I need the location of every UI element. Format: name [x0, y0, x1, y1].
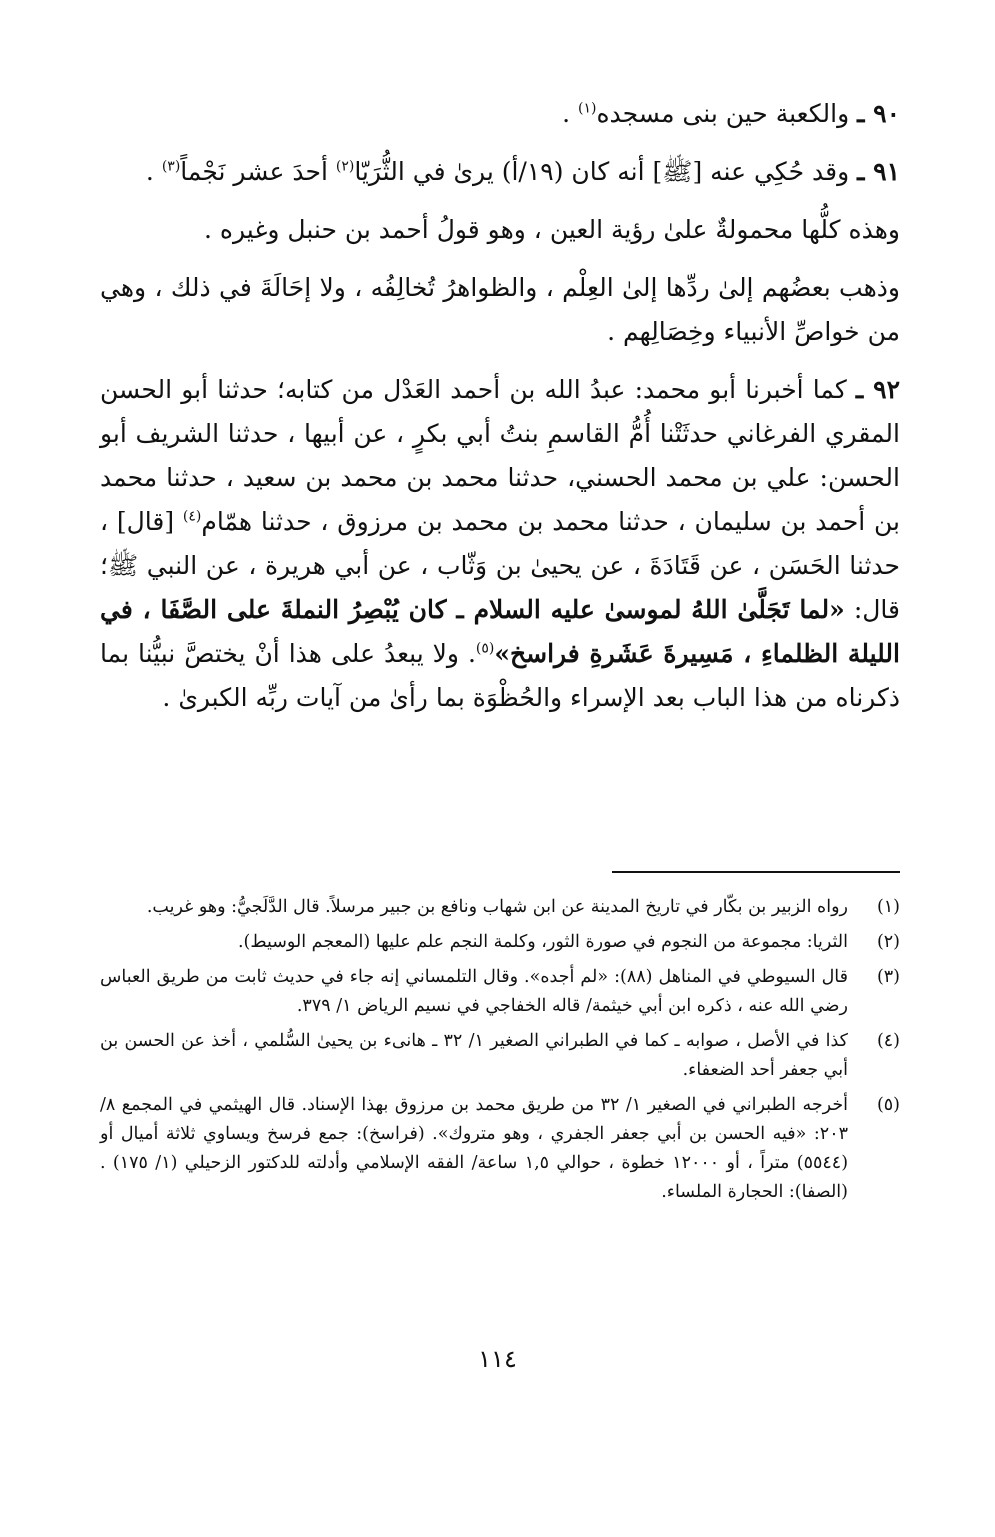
- footnote-number: (٣): [876, 967, 900, 987]
- footnote: [100, 1091, 900, 1207]
- footnote-ref[interactable]: (٣): [161, 158, 181, 175]
- paragraph-text: .: [145, 157, 162, 186]
- page-number: ١١٤: [478, 1345, 517, 1373]
- footnote-number: (١): [876, 897, 900, 917]
- footnote-text: الثريا: مجموعة من النجوم في صورة الثور، وكلمة النجم علم عليها (المعجم الوسيط).: [237, 932, 848, 952]
- footnote-number: (٢): [876, 932, 900, 952]
- item-number: ٩٢ ـ: [855, 375, 901, 404]
- paragraph-text: .: [562, 99, 578, 128]
- isnad-text: كما أخبرنا أبو محمد: عبدُ الله بن أحمد العَدْل من كتابه؛ حدثنا أبو الحسن المقري الفرغاني حدثَتْنا أُمُّ القاسمِ بنتُ أبي بكرٍ ، عن أبيها ، حدثنا الشريف أبو الحسن: علي بن محمد الحسني، حدثنا محمد بن محمد بن سعيد ، حدثنا محمد بن أحمد بن سليمان ، حدثنا محمد بن محمد بن مرزوق ، حدثنا همّام: [100, 375, 901, 536]
- paragraph-text: أحدَ عشر نَجْماً: [180, 157, 336, 186]
- footnote: [100, 1027, 900, 1085]
- footnote: [100, 893, 900, 922]
- footnote-ref[interactable]: (١): [577, 100, 597, 117]
- paragraph-90: [100, 92, 900, 136]
- footnote: [100, 928, 900, 957]
- footnote-ref[interactable]: (٥): [475, 640, 495, 657]
- footnote-ref[interactable]: (٢): [335, 158, 355, 175]
- footnote-number: (٤): [876, 1031, 900, 1051]
- footnote-number: (٥): [876, 1095, 900, 1115]
- footnote-divider: [612, 871, 900, 873]
- paragraph-text: وهذه كلُّها محمولةٌ علىٰ رؤية العين ، وهو قولُ أحمد بن حنبل وغيره .: [204, 215, 900, 244]
- paragraph-text: . ولا يبعدُ على هذا أنْ يختصَّ نبيُّنا بما ذكرناه من هذا الباب بعد الإسراء والحُظْوَة بما رأىٰ من آيات ربِّه الكبرىٰ .: [100, 639, 900, 712]
- footnote-ref[interactable]: (٤): [182, 508, 202, 525]
- footnote: [100, 963, 900, 1021]
- paragraph-text: والكعبة حين بنى مسجده: [596, 99, 850, 128]
- hadith-text: «لما تَجَلَّىٰ اللهُ لموسىٰ عليه السلام ـ كان يُبْصِرُ النملةَ على الصَّفَا ، في الليلة الظلماءِ ، مَسِيرةَ عَشَرةِ فراسخ»: [100, 595, 900, 668]
- paragraph-91: [100, 150, 900, 194]
- footnote-text: أخرجه الطبراني في الصغير ١/ ٣٢ من طريق محمد بن مرزوق بهذا الإسناد. قال الهيثمي في المجمع ٨/ ٢٠٣: «فيه الحسن بن أبي جعفر الجفري ، وهو متروك». (فراسخ): جمع فرسخ ويساوي ثلاثة أميال أو (٥٥٤٤) متراً ، أو ١٢٠٠٠ خطوة ، حوالي ١,٥ ساعة/ الفقه الإسلامي وأدلته للدكتور الزحيلي (١/ ١٧٥) . (الصفا): الحجارة الملساء.: [100, 1095, 849, 1202]
- item-number: ٩٠ ـ: [857, 99, 900, 128]
- item-number: ٩١ ـ: [857, 157, 900, 186]
- footnotes: [100, 893, 900, 1213]
- main-text: [100, 92, 900, 734]
- isnad-text: [قال] ، حدثنا الحَسَن ، عن قَتَادَةَ ، عن يحيىٰ بن وَثّاب ، عن أبي هريرة ، عن النبي ﷺ؛ قال:: [100, 507, 900, 624]
- paragraph-text: وقد حُكِي عنه [ﷺ] أنه كان (١٩/أ) يرىٰ في الثُّرَيّا: [354, 157, 850, 186]
- footnote-text: كذا في الأصل ، صوابه ـ كما في الطبراني الصغير ١/ ٣٢ ـ هانىء بن يحيىٰ السُّلمي ، أخذ عن الحسن بن أبي جعفر أحد الضعفاء.: [100, 1031, 848, 1080]
- paragraph-commentary: [100, 208, 900, 252]
- paragraph-text: وذهب بعضُهم إلىٰ ردِّها إلىٰ العِلْم ، والظواهرُ تُخالِفُه ، ولا إحَالَةَ في ذلك ، وهي من خواصِّ الأنبياء وخِصَالِهم .: [100, 273, 900, 346]
- paragraph-commentary: [100, 266, 900, 354]
- paragraph-92: [100, 368, 900, 720]
- footnote-text: رواه الزبير بن بكّار في تاريخ المدينة عن ابن شهاب ونافع بن جبير مرسلاً. قال الدَّلَجيُّ: وهو غريب.: [146, 897, 848, 917]
- footnote-text: قال السيوطي في المناهل (٨٨): «لم أجده». وقال التلمساني إنه جاء في حديث ثابت من طريق العباس رضي الله عنه ، ذكره ابن أبي خيثمة/ قاله الخفاجي في نسيم الرياض ١/ ٣٧٩.: [100, 967, 848, 1016]
